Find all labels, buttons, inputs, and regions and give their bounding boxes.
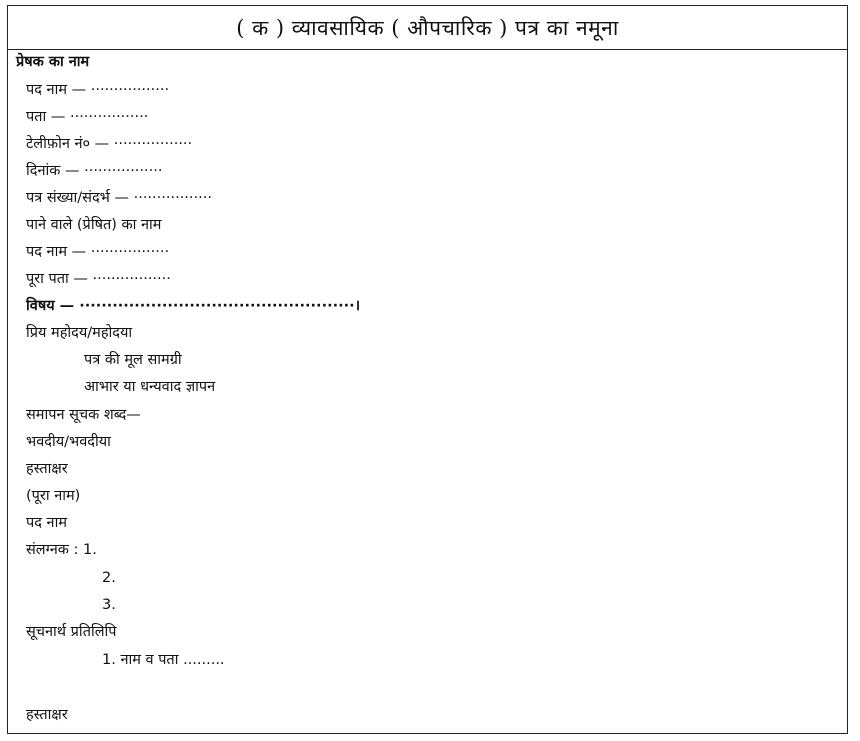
closing-words-line: समापन सूचक शब्द—: [26, 407, 141, 423]
designation-2-line: पद नाम: [26, 515, 68, 531]
enclosure-line: संलग्नक : 1.: [26, 542, 97, 558]
enclosure-2-line: 2.: [102, 570, 116, 586]
yours-line: भवदीय/भवदीया: [26, 434, 111, 450]
copy-item-line: 1. नाम व पता .........: [102, 652, 225, 668]
sender-name-line: प्रेषक का नाम: [16, 54, 90, 70]
recipient-designation-line: पद नाम — ·················: [26, 244, 170, 260]
date-line: दिनांक — ·················: [26, 163, 163, 179]
signature-2-line: हस्ताक्षर: [26, 707, 68, 723]
enclosure-3-line: 3.: [102, 597, 116, 613]
full-name-line: (पूरा नाम): [26, 488, 81, 504]
page-title: ( क ) व्यावसायिक ( औपचारिक ) पत्र का नमूना: [236, 15, 619, 40]
letter-ref-line: पत्र संख्या/संदर्भ — ·················: [26, 190, 212, 206]
full-address-line: पूरा पता — ·················: [26, 271, 171, 287]
recipient-name-line: पाने वाले (प्रेषित) का नाम: [26, 217, 162, 233]
thanks-line: आभार या धन्यवाद ज्ञापन: [84, 379, 216, 395]
salutation-line: प्रिय महोदय/महोदया: [26, 325, 133, 341]
telephone-line: टेलीफ़ोन नं० — ·················: [26, 136, 193, 152]
signature-line: हस्ताक्षर: [26, 461, 68, 477]
copy-info-line: सूचनार्थ प्रतिलिपि: [26, 624, 117, 640]
main-content-line: पत्र की मूल सामग्री: [84, 352, 182, 368]
address-line: पता — ·················: [26, 109, 149, 125]
title-row: [8, 6, 847, 50]
designation-line: पद नाम — ·················: [26, 82, 170, 98]
subject-line: विषय — ··················································।: [26, 298, 361, 314]
